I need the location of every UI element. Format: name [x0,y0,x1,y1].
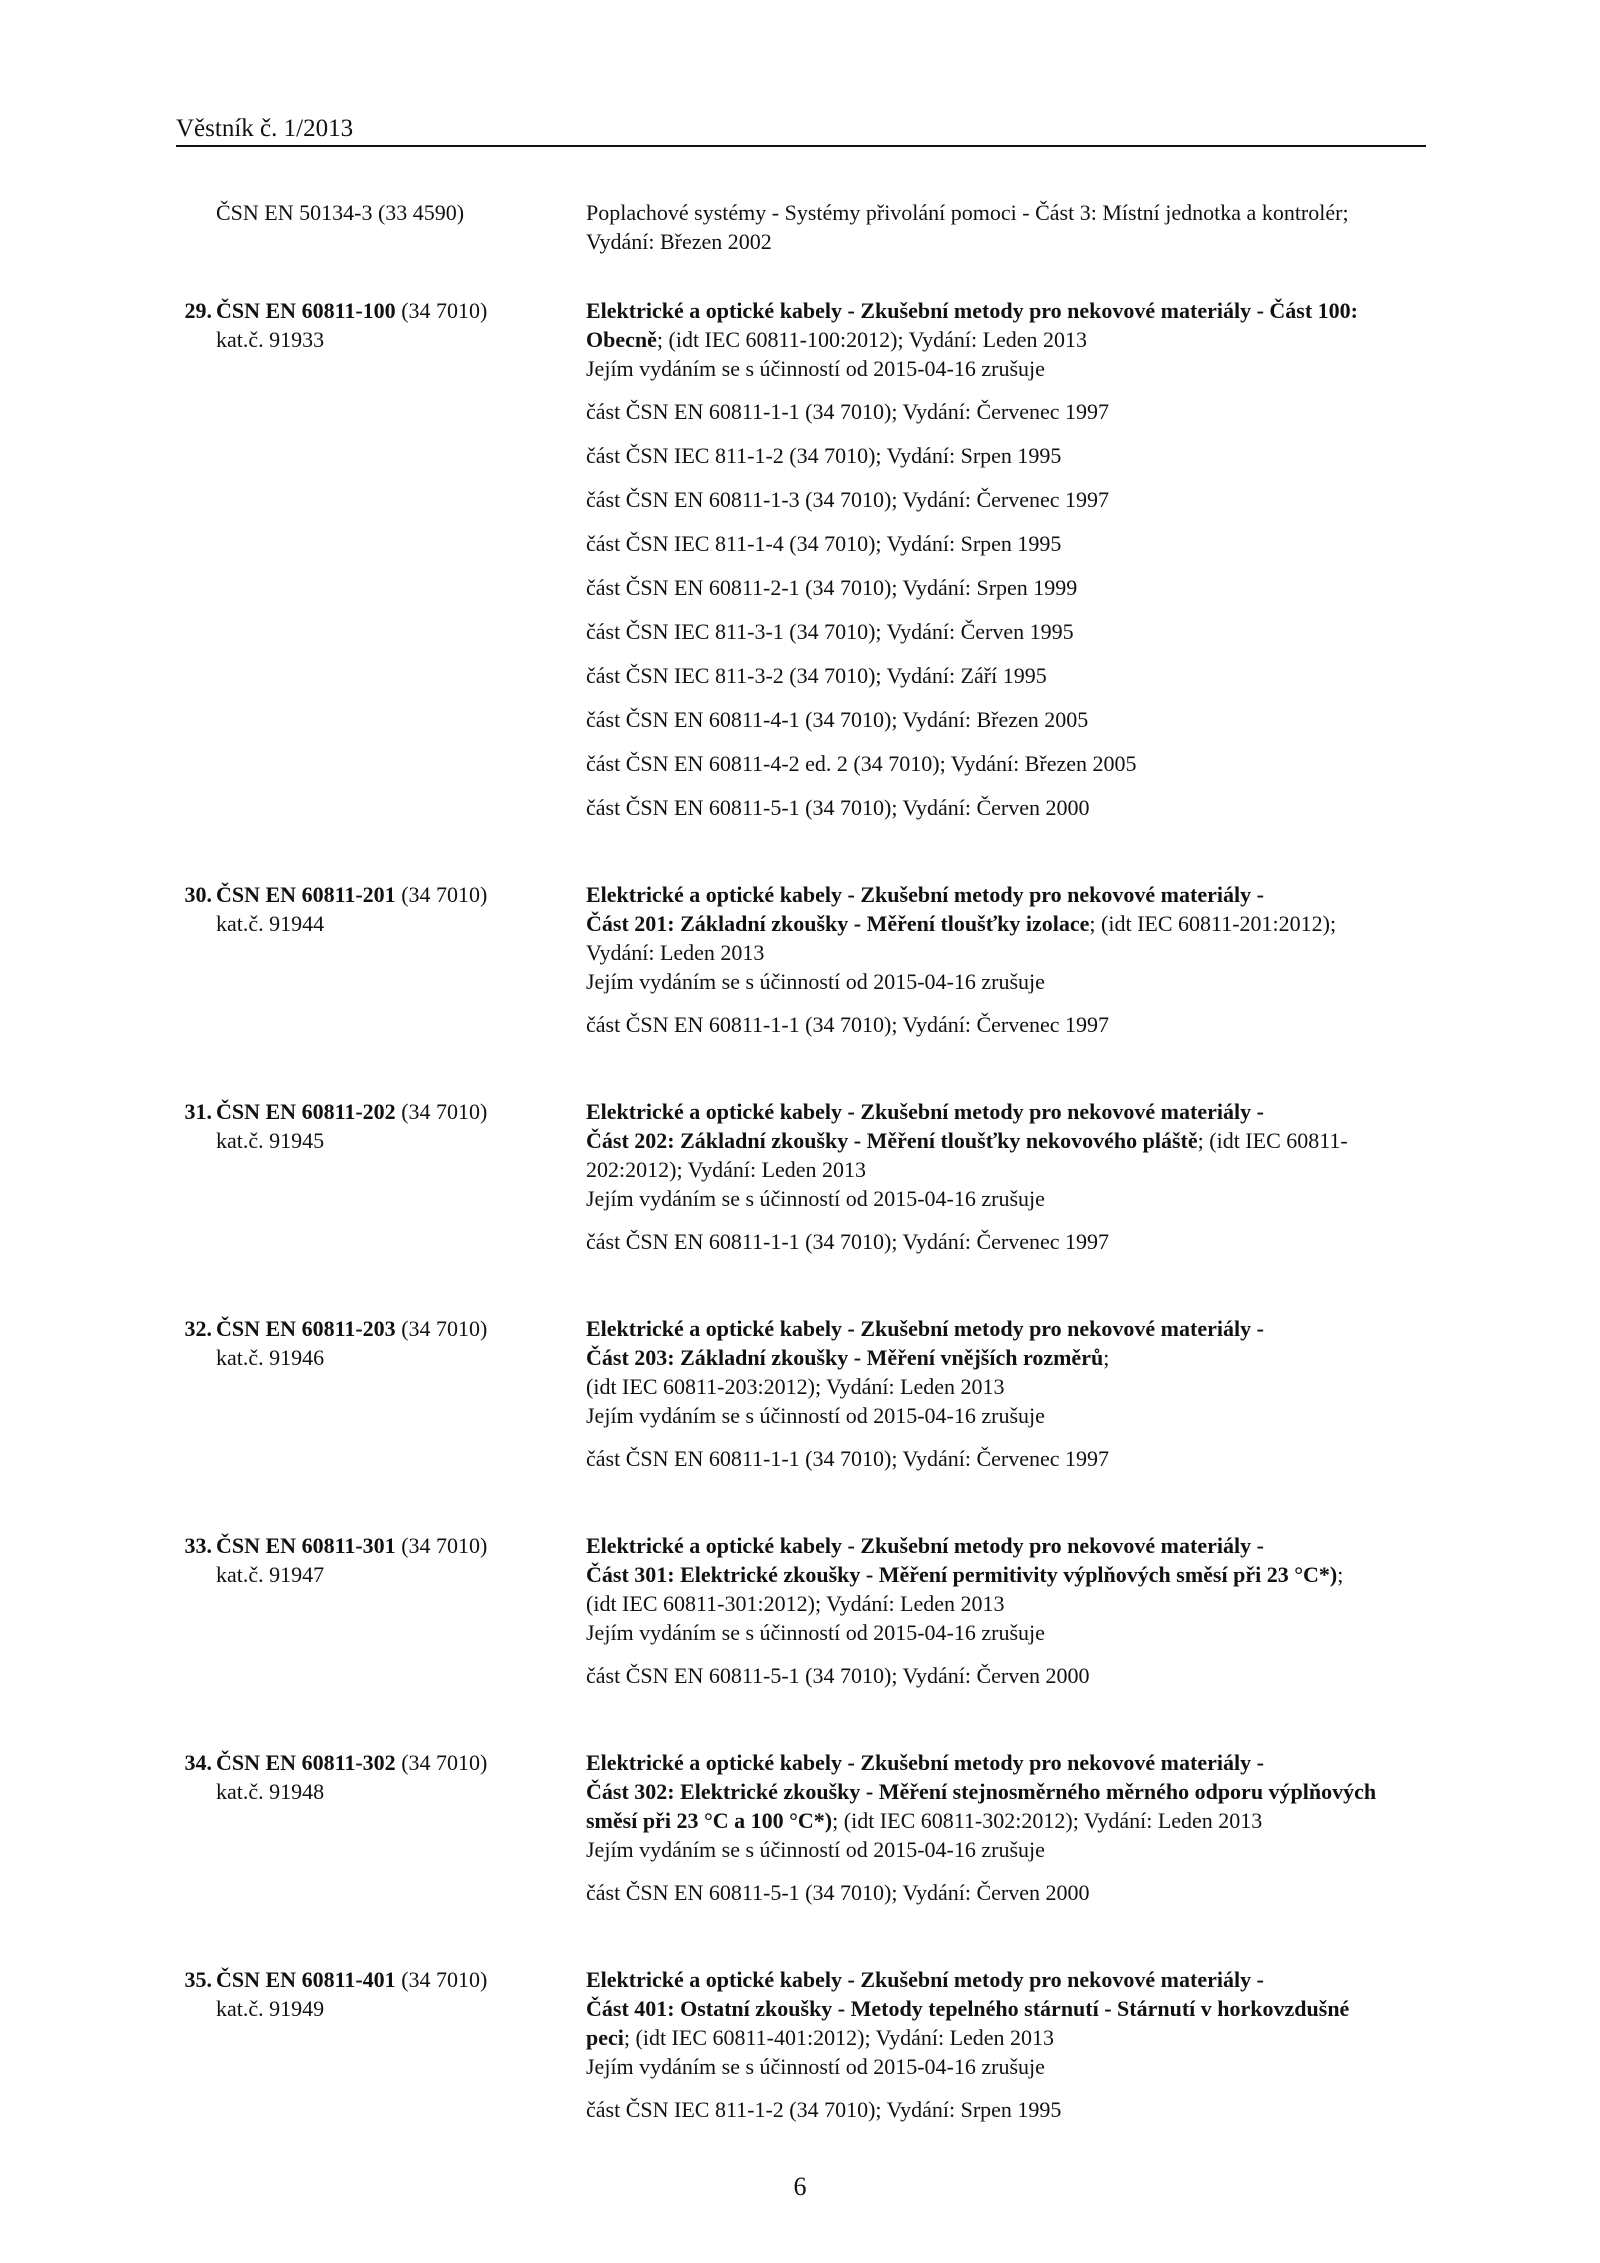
title-segment: ; (idt IEC 60811-401:2012); Vydání: Leden 2013 [623,2025,1055,2050]
entries-container [176,296,1430,2124]
title-segment: Část 203: Základní zkoušky - Měření vnějších rozměrů [586,1345,1104,1370]
title-segment: ; (idt IEC 60811-201:2012); [1089,911,1337,936]
replaced-standards-list [586,2095,1430,2124]
title-line [586,1560,1430,1589]
replaced-standard: část ČSN EN 60811-1-1 (34 7010); Vydání: Červenec 1997 [586,1229,1110,1254]
replaced-standards-list [586,1661,1430,1690]
title-segment: směsí při 23 °C a 100 °C*) [586,1808,833,1833]
entry-number: 35. [184,1967,212,1992]
title-line [586,1372,1430,1401]
standard-code: ČSN EN 60811-401 [216,1967,396,1992]
entry-description [586,1097,1430,1256]
title-line [586,909,1430,938]
title-line [586,296,1430,325]
standard-class: (34 7010) [401,1316,488,1341]
catalog-number: kat.č. 91944 [216,911,325,936]
replaced-standard: část ČSN IEC 811-3-2 (34 7010); Vydání: Září 1995 [586,663,1047,688]
standard-code: ČSN EN 60811-203 [216,1316,396,1341]
title-line [586,1343,1430,1372]
entry-number: 33. [184,1533,212,1558]
standard-code: ČSN EN 60811-202 [216,1099,396,1124]
entry-description [586,1314,1430,1473]
standard-class: (34 7010) [401,1533,488,1558]
title-segment: Vydání: Leden 2013 [586,940,765,965]
replaced-standards-list [586,1444,1430,1473]
description-line: Vydání: Březen 2002 [586,229,772,254]
standard-entry [176,1314,1430,1473]
entry-reference [176,198,586,256]
entry-reference [176,1097,586,1256]
entry-reference [176,1531,586,1690]
title-segment: ; (idt IEC 60811-100:2012); Vydání: Leden 2013 [656,327,1088,352]
title-segment: Elektrické a optické kabely - Zkušební metody pro nekovové materiály - [586,1967,1264,1992]
replaced-standard: část ČSN IEC 811-3-1 (34 7010); Vydání: Červen 1995 [586,619,1074,644]
replaced-standards-list [586,397,1430,822]
title-line [586,1589,1430,1618]
replaced-standard: část ČSN IEC 811-1-2 (34 7010); Vydání: Srpen 1995 [586,443,1062,468]
standard-entry [176,296,1430,822]
entry-number: 32. [184,1316,212,1341]
title-line [586,1314,1430,1343]
catalog-number: kat.č. 91947 [216,1562,325,1587]
title-segment: Část 302: Elektrické zkoušky - Měření stejnosměrného měrného odporu výplňových [586,1779,1377,1804]
standard-code: ČSN EN 60811-301 [216,1533,396,1558]
cancellation-note: Jejím vydáním se s účinností od 2015-04-16 zrušuje [586,1620,1045,1645]
title-line [586,1097,1430,1126]
entry-description [586,1531,1430,1690]
title-segment: Elektrické a optické kabely - Zkušební metody pro nekovové materiály - Část 100: [586,298,1359,323]
replaced-standard: část ČSN EN 60811-4-1 (34 7010); Vydání: Březen 2005 [586,707,1089,732]
entry-number: 29. [184,298,212,323]
title-line [586,938,1430,967]
title-segment: (idt IEC 60811-203:2012); Vydání: Leden 2013 [586,1374,1005,1399]
standard-class: (34 7010) [401,1099,488,1124]
entry-reference [176,1748,586,1907]
standard-entry [176,1531,1430,1690]
title-segment: Elektrické a optické kabely - Zkušební metody pro nekovové materiály - [586,1099,1264,1124]
entry-reference [176,1965,586,2124]
entry-description [586,198,1430,256]
cancellation-note: Jejím vydáním se s účinností od 2015-04-16 zrušuje [586,356,1045,381]
standard-class: (34 7010) [401,882,488,907]
standards-list [176,198,1430,2182]
title-segment: ; [1337,1562,1344,1587]
replaced-standards-list [586,1227,1430,1256]
standard-code: ČSN EN 60811-201 [216,882,396,907]
title-segment: ; (idt IEC 60811-302:2012); Vydání: Leden 2013 [832,1808,1263,1833]
replaced-standards-list [586,1878,1430,1907]
standard-entry [176,1748,1430,1907]
standard-class: (33 4590) [377,200,465,225]
title-segment: Část 301: Elektrické zkoušky - Měření permitivity výplňových směsí při 23 °C*) [586,1562,1338,1587]
title-segment: Část 202: Základní zkoušky - Měření tloušťky nekovového pláště [586,1128,1198,1153]
title-segment: peci [586,2025,624,2050]
page-header-title: Věstník č. 1/2013 [176,115,354,142]
title-segment: Elektrické a optické kabely - Zkušební metody pro nekovové materiály - [586,1316,1264,1341]
cancellation-note: Jejím vydáním se s účinností od 2015-04-16 zrušuje [586,2054,1045,2079]
catalog-number: kat.č. 91945 [216,1128,325,1153]
title-line [586,880,1430,909]
title-line [586,1777,1430,1806]
catalog-number: kat.č. 91949 [216,1996,325,2021]
title-segment: (idt IEC 60811-301:2012); Vydání: Leden 2013 [586,1591,1005,1616]
replaced-standard: část ČSN EN 60811-2-1 (34 7010); Vydání: Srpen 1999 [586,575,1078,600]
title-segment: Elektrické a optické kabely - Zkušební metody pro nekovové materiály - [586,882,1264,907]
entry-reference [176,296,586,822]
cancellation-note: Jejím vydáním se s účinností od 2015-04-16 zrušuje [586,969,1045,994]
entry-number: 30. [184,882,212,907]
description-line: Poplachové systémy - Systémy přivolání pomoci - Část 3: Místní jednotka a kontrolér; [586,200,1349,225]
title-line [586,325,1430,354]
cancellation-note: Jejím vydáním se s účinností od 2015-04-16 zrušuje [586,1403,1045,1428]
title-line [586,1994,1430,2023]
title-segment: Část 201: Základní zkoušky - Měření tloušťky izolace [586,911,1090,936]
entry-reference [176,1314,586,1473]
replaced-standards-list [586,1010,1430,1039]
title-line [586,1806,1430,1835]
standard-code: ČSN EN 60811-302 [216,1750,396,1775]
standard-code: ČSN EN 50134-3 [216,200,373,225]
title-segment: ; (idt IEC 60811- [1197,1128,1348,1153]
title-segment: 202:2012); Vydání: Leden 2013 [586,1157,867,1182]
entry-description [586,1748,1430,1907]
title-segment: ; [1103,1345,1110,1370]
catalog-number: kat.č. 91948 [216,1779,325,1804]
standard-class: (34 7010) [401,1750,488,1775]
page-number: 6 [793,2172,807,2201]
title-line [586,1155,1430,1184]
standard-code: ČSN EN 60811-100 [216,298,396,323]
replaced-standard: část ČSN IEC 811-1-2 (34 7010); Vydání: Srpen 1995 [586,2097,1062,2122]
replaced-standard: část ČSN EN 60811-5-1 (34 7010); Vydání: Červen 2000 [586,1880,1090,1905]
title-segment: Elektrické a optické kabely - Zkušební metody pro nekovové materiály - [586,1750,1264,1775]
standard-class: (34 7010) [401,1967,488,1992]
title-line [586,1126,1430,1155]
replaced-standard: část ČSN EN 60811-4-2 ed. 2 (34 7010); Vydání: Březen 2005 [586,751,1137,776]
title-line [586,1748,1430,1777]
entry-description [586,1965,1430,2124]
cancellation-note: Jejím vydáním se s účinností od 2015-04-16 zrušuje [586,1837,1045,1862]
cancellation-note: Jejím vydáním se s účinností od 2015-04-16 zrušuje [586,1186,1045,1211]
catalog-number: kat.č. 91933 [216,327,325,352]
header-divider [176,145,1426,147]
standard-entry-continued [176,198,1430,256]
entry-number: 31. [184,1099,212,1124]
entry-number: 34. [184,1750,212,1775]
replaced-standard: část ČSN EN 60811-5-1 (34 7010); Vydání: Červen 2000 [586,795,1090,820]
standard-entry [176,880,1430,1039]
standard-class: (34 7010) [401,298,488,323]
title-segment: Elektrické a optické kabely - Zkušební metody pro nekovové materiály - [586,1533,1264,1558]
standard-entry [176,1965,1430,2124]
title-line [586,2023,1430,2052]
replaced-standard: část ČSN EN 60811-1-1 (34 7010); Vydání: Červenec 1997 [586,1012,1110,1037]
title-segment: Část 401: Ostatní zkoušky - Metody tepelného stárnutí - Stárnutí v horkovzdušné [586,1996,1350,2021]
replaced-standard: část ČSN EN 60811-1-1 (34 7010); Vydání: Červenec 1997 [586,399,1110,424]
title-line [586,1965,1430,1994]
entry-description [586,296,1430,822]
replaced-standard: část ČSN EN 60811-5-1 (34 7010); Vydání: Červen 2000 [586,1663,1090,1688]
title-line [586,1531,1430,1560]
replaced-standard: část ČSN IEC 811-1-4 (34 7010); Vydání: Srpen 1995 [586,531,1062,556]
catalog-number: kat.č. 91946 [216,1345,325,1370]
replaced-standard: část ČSN EN 60811-1-3 (34 7010); Vydání: Červenec 1997 [586,487,1110,512]
title-segment: Obecně [586,327,657,352]
entry-description [586,880,1430,1039]
entry-reference [176,880,586,1039]
standard-entry [176,1097,1430,1256]
replaced-standard: část ČSN EN 60811-1-1 (34 7010); Vydání: Červenec 1997 [586,1446,1110,1471]
